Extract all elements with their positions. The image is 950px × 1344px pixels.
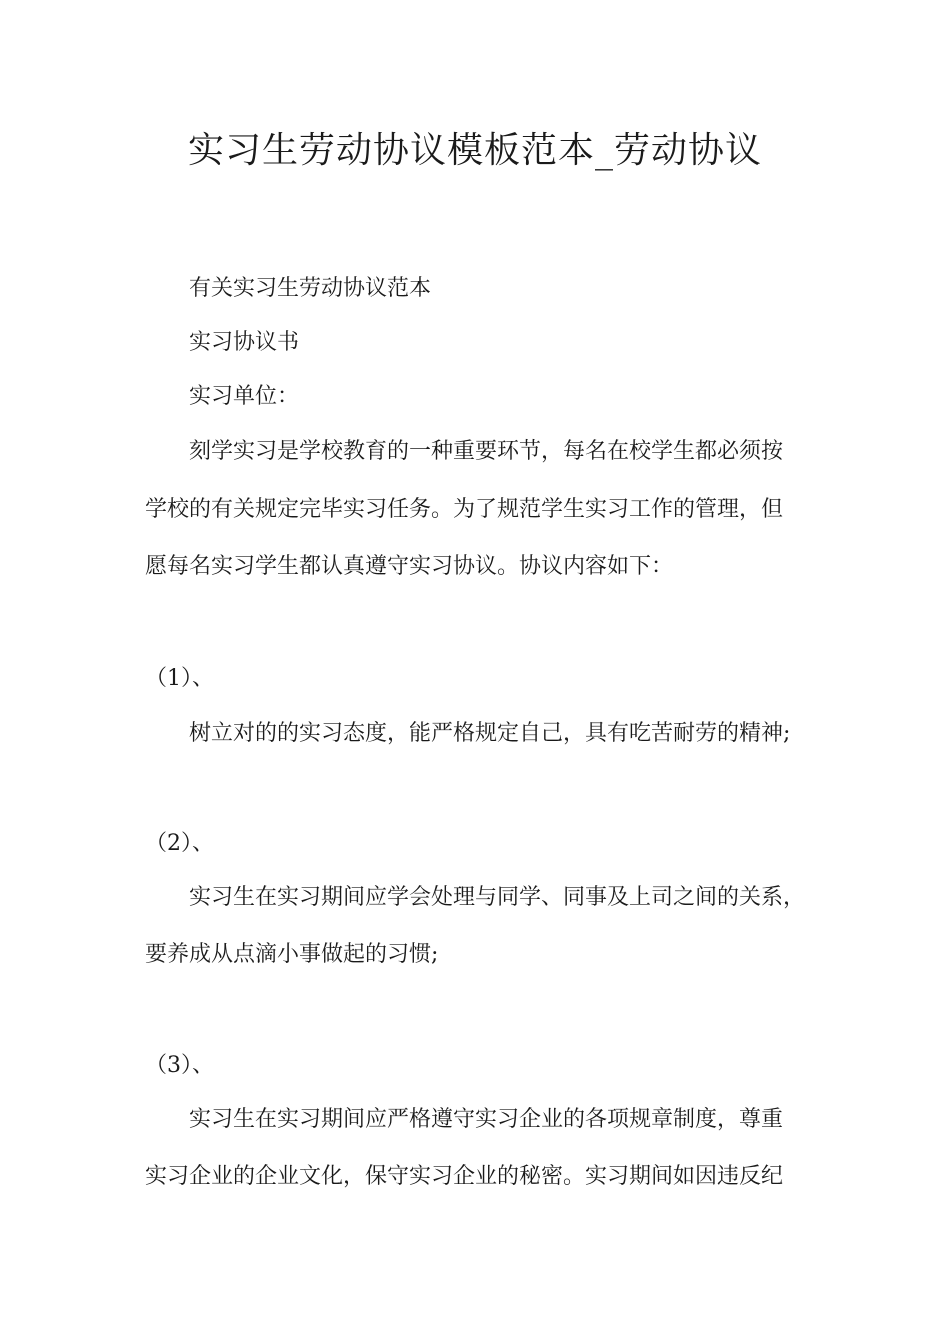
item-number: （1）、: [145, 666, 214, 691]
paragraph-line: 要养成从点滴小事做起的习惯;: [145, 942, 439, 967]
paragraph-line: 树立对的的实习态度，能严格规定自己，具有吃苦耐劳的精神;: [189, 721, 791, 746]
document-title: 实习生劳动协议模板范本_劳动协议: [187, 130, 762, 171]
paragraph-line: 实习生在实习期间应严格遵守实习企业的各项规章制度，尊重: [189, 1107, 784, 1132]
paragraph-line: 学校的有关规定完毕实习任务。为了规范学生实习工作的管理，但: [145, 497, 784, 522]
agreement-title: 实习协议书: [189, 330, 300, 355]
paragraph-line: 愿每名实习学生都认真遵守实习协议。协议内容如下：: [145, 554, 674, 579]
internship-unit-label: 实习单位：: [189, 384, 300, 409]
item-number: （3）、: [145, 1053, 214, 1078]
intro-heading: 有关实习生劳动协议范本: [189, 276, 432, 301]
paragraph-line: 实习生在实习期间应学会处理与同学、同事及上司之间的关系，: [189, 885, 806, 910]
paragraph-line: 实习企业的企业文化，保守实习企业的秘密。实习期间如因违反纪: [145, 1164, 784, 1189]
paragraph-line: 刻学实习是学校教育的一种重要环节，每名在校学生都必须按: [189, 439, 784, 464]
item-number: （2）、: [145, 831, 214, 856]
